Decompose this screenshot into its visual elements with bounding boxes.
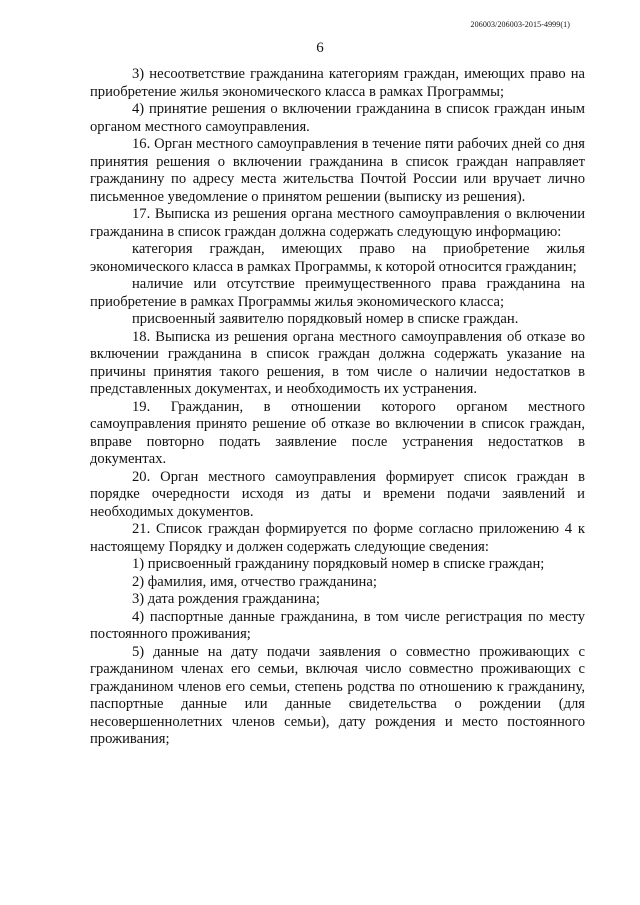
paragraph: 3) несоответствие гражданина категориям граждан, имеющих право на приобретение жилья экономического класса в рамках Программы; (90, 66, 585, 100)
paragraph: присвоенный заявителю порядковый номер в списке граждан. (132, 311, 519, 327)
paragraph: 4) принятие решения о включении гражданина в список граждан иным органом местного самоуправления. (90, 101, 585, 135)
paragraph: 5) данные на дату подачи заявления о совместно проживающих с гражданином членах его семьи, включая число совместно проживающих с гражданином членов его семьи, степень родства по отношению к гражданину, паспортные данные или данные свидетельства о рождении (для несовершеннолетних членов семьи), дату рождения и место постоянного проживания; (90, 643, 585, 747)
paragraph: 1) присвоенный гражданину порядковый номер в списке граждан; (132, 556, 545, 572)
document-code: 206003/206003-2015-4999(1) (470, 20, 570, 29)
paragraph: 18. Выписка из решения органа местного самоуправления об отказе во включении гражданина в список граждан должна содержать указание на причины принятия такого решения, в том числе о наличии недостатков в представленных документах, и необходимость их устранения. (90, 328, 585, 397)
paragraph: 16. Орган местного самоуправления в течение пяти рабочих дней со дня принятия решения о включении гражданина в список граждан направляет гражданину по адресу места жительства Почтой России или вручает лично письменное уведомление о принятом решении (выписку из решения). (90, 136, 585, 205)
paragraph: категория граждан, имеющих право на приобретение жилья экономического класса в рамках Программы, к которой относится гражданин; (90, 241, 585, 275)
paragraph: 19. Гражданин, в отношении которого органом местного самоуправления принято решение об отказе во включении в список граждан, вправе повторно подать заявление после устранения недостатков в документах. (90, 398, 585, 467)
paragraph: 20. Орган местного самоуправления формирует список граждан в порядке очередности исходя из даты и времени подачи заявлений и необходимых документов. (90, 468, 585, 520)
paragraph: 21. Список граждан формируется по форме согласно приложению 4 к настоящему Порядку и должен содержать следующие сведения: (90, 521, 585, 555)
page-number: 6 (316, 40, 324, 56)
paragraph: 17. Выписка из решения органа местного самоуправления о включении гражданина в список граждан должна содержать следующую информацию: (90, 206, 585, 240)
paragraph: 2) фамилия, имя, отчество гражданина; (132, 573, 377, 590)
document-body (90, 66, 585, 749)
paragraph: 4) паспортные данные гражданина, в том числе регистрация по месту постоянного проживания; (90, 608, 585, 642)
paragraph: 3) дата рождения гражданина; (132, 591, 320, 607)
paragraph: наличие или отсутствие преимущественного права гражданина на приобретение в рамках Программы жилья экономического класса; (90, 276, 585, 310)
